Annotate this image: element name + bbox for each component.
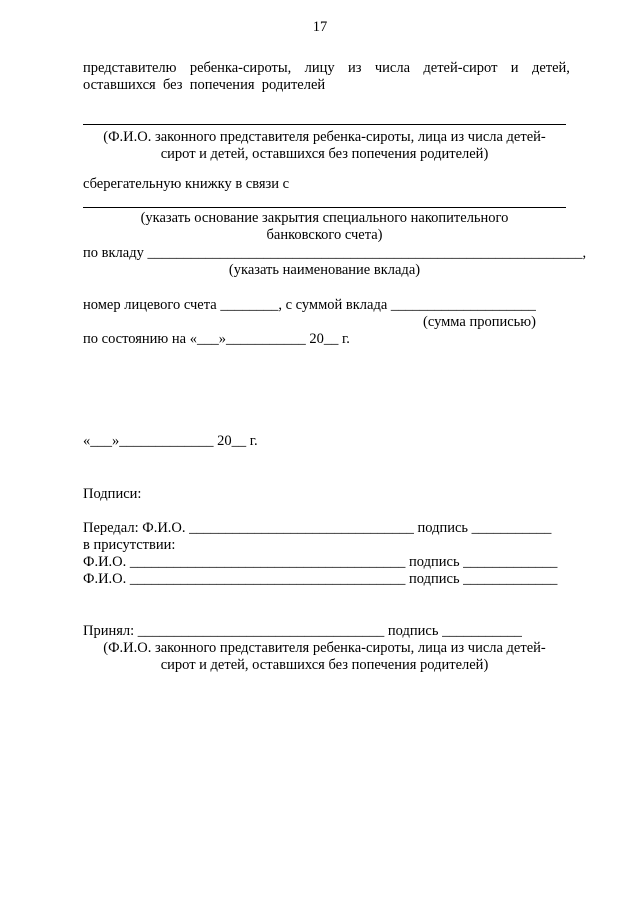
caption-deposit: (указать наименование вклада) — [228, 262, 421, 278]
page-number: 17 — [312, 19, 328, 35]
account-line: номер лицевого счета ________, с суммой вклада ____________________ — [83, 297, 536, 313]
caption-reason-1: (указать основание закрытия специального накопительного — [140, 210, 509, 226]
intro-word: из — [347, 60, 362, 76]
caption-reason-2: банковского счета) — [266, 227, 383, 243]
date-line: «___»_____________ 20__ г. — [83, 433, 258, 449]
intro-line-1 — [83, 60, 570, 77]
intro-word: представителю — [83, 60, 177, 76]
intro-word: лицу — [304, 60, 335, 76]
savings-book-line: сберегательную книжку в связи с — [83, 176, 290, 192]
intro-word: ребенка-сироты, — [189, 60, 292, 76]
received-line: Принял: __________________________________ подпись ___________ — [83, 623, 522, 639]
handed-line: Передал: Ф.И.О. _______________________________ подпись ___________ — [83, 520, 552, 536]
signatures-heading: Подписи: — [83, 486, 142, 502]
intro-word: детей, — [531, 60, 570, 76]
representative-name-blank[interactable] — [83, 124, 566, 125]
intro-word: числа — [374, 60, 411, 76]
caption-receiver-2: сирот и детей, оставшихся без попечения родителей) — [160, 657, 489, 673]
caption-receiver-1: (Ф.И.О. законного представителя ребенка-сироты, лица из числа детей- — [103, 640, 546, 656]
caption-amount: (сумма прописью) — [423, 314, 536, 330]
witness-2-line: Ф.И.О. ______________________________________ подпись _____________ — [83, 571, 558, 587]
deposit-line: по вкладу ____________________________________________________________, — [83, 245, 587, 261]
intro-line-2: оставшихся без попечения родителей — [83, 77, 326, 93]
intro-word: детей-сирот — [423, 60, 498, 76]
caption-representative-1: (Ф.И.О. законного представителя ребенка-сироты, лица из числа детей- — [103, 129, 546, 145]
closing-reason-blank[interactable] — [83, 207, 566, 208]
caption-representative-2: сирот и детей, оставшихся без попечения родителей) — [160, 146, 489, 162]
intro-word: и — [510, 60, 519, 76]
as-of-line: по состоянию на «___»___________ 20__ г. — [83, 331, 350, 347]
witness-1-line: Ф.И.О. ______________________________________ подпись _____________ — [83, 554, 558, 570]
presence-line: в присутствии: — [83, 537, 176, 553]
